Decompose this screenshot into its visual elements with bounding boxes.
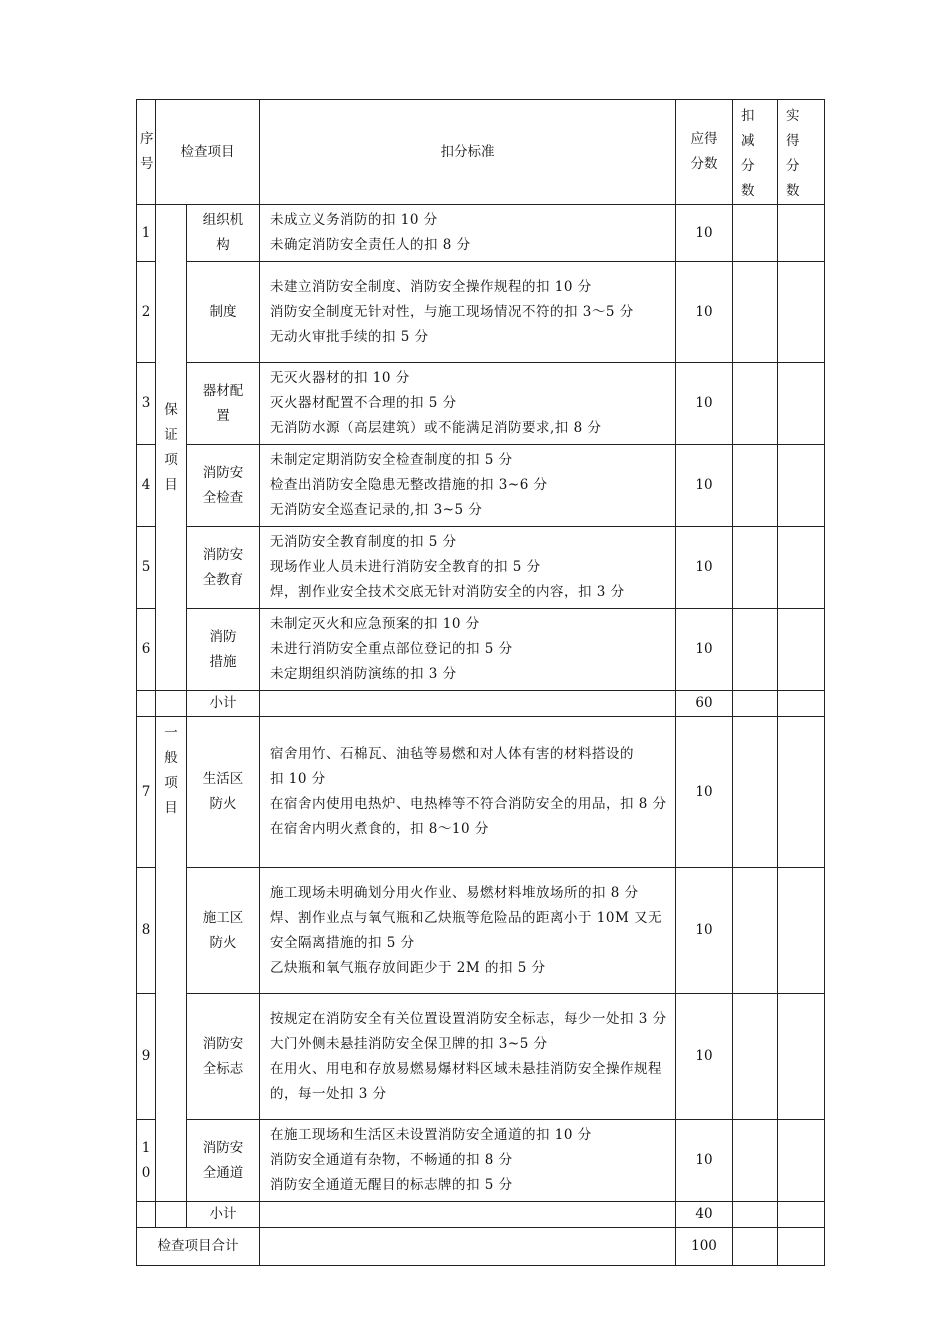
row-seq: 2	[137, 262, 156, 363]
row-due-score: 10	[676, 868, 733, 994]
row-item-line: 制度	[209, 303, 237, 320]
row-criteria	[260, 262, 676, 363]
criteria-line: 灭火器材配置不合理的扣 5 分	[270, 395, 457, 411]
row-deduct-cell[interactable]	[733, 445, 778, 527]
header-due-score-line1: 应得	[690, 131, 718, 147]
row-seq: 5	[137, 527, 156, 609]
table-row	[137, 717, 825, 868]
criteria-line: 宿舍用竹、石棉瓦、油毡等易燃和对人体有害的材料搭设的	[270, 746, 634, 762]
row-seq: 1	[137, 205, 156, 262]
group-general-1: 一	[164, 725, 178, 741]
row-seq: 6	[137, 609, 156, 691]
row-item-line: 防火	[209, 934, 237, 951]
header-actual-4: 数	[786, 183, 800, 199]
row-item	[187, 1120, 260, 1202]
criteria-line: 无消防安全教育制度的扣 5 分	[270, 534, 457, 550]
row-due-score: 10	[676, 1120, 733, 1202]
row-item-line: 消防安	[202, 546, 244, 563]
subtotal-group-cell	[156, 691, 187, 717]
header-due-score-line2: 分数	[690, 156, 718, 172]
subtotal-score: 40	[676, 1202, 733, 1228]
criteria-line: 消防安全通道无醒目的标志牌的扣 5 分	[270, 1177, 513, 1193]
row-item-line: 防火	[209, 796, 237, 812]
row-actual-cell[interactable]	[778, 717, 825, 868]
subtotal-deduct-cell[interactable]	[733, 1202, 778, 1228]
header-deduct-1: 扣	[741, 108, 755, 124]
criteria-line: 无灭火器材的扣 10 分	[270, 370, 410, 386]
criteria-line: 检查出消防安全隐患无整改措施的扣 3~6 分	[270, 477, 548, 493]
row-due-score: 10	[676, 609, 733, 691]
row-deduct-cell[interactable]	[733, 994, 778, 1120]
subtotal-group-cell	[156, 1202, 187, 1228]
row-item-line: 置	[216, 407, 230, 424]
row-item	[187, 445, 260, 527]
criteria-line: 未建立消防安全制度、消防安全操作规程的扣 10 分	[270, 278, 592, 295]
criteria-line: 无消防安全巡查记录的,扣 3~5 分	[270, 502, 483, 518]
criteria-line: 扣 10 分	[270, 771, 326, 787]
total-criteria-cell	[260, 1228, 676, 1266]
criteria-line: 在用火、用电和存放易燃易爆材料区域未悬挂消防安全操作规程的，每一处扣 3 分	[270, 1060, 662, 1102]
row-deduct-cell[interactable]	[733, 717, 778, 868]
table-row	[137, 445, 825, 527]
row-deduct-cell[interactable]	[733, 363, 778, 445]
row-criteria	[260, 527, 676, 609]
row-item-line: 构	[216, 237, 230, 253]
criteria-line: 未进行消防安全重点部位登记的扣 5 分	[270, 641, 513, 657]
row-item-line: 器材配	[202, 382, 244, 399]
row-item-line: 消防安	[202, 1139, 244, 1156]
row-actual-cell[interactable]	[778, 994, 825, 1120]
criteria-line: 焊，割作业安全技术交底无针对消防安全的内容，扣 3 分	[270, 584, 625, 600]
criteria-line: 无动火审批手续的扣 5 分	[270, 328, 429, 345]
header-deduct-4: 数	[741, 183, 755, 199]
row-actual-cell[interactable]	[778, 363, 825, 445]
row-due-score: 10	[676, 717, 733, 868]
criteria-line: 现场作业人员未进行消防安全教育的扣 5 分	[270, 559, 541, 575]
subtotal-seq-cell	[137, 1202, 156, 1228]
subtotal-criteria-cell	[260, 1202, 676, 1228]
row-due-score: 10	[676, 445, 733, 527]
row-deduct-cell[interactable]	[733, 1120, 778, 1202]
subtotal-criteria-cell	[260, 691, 676, 717]
row-criteria	[260, 717, 676, 868]
row-seq: 3	[137, 363, 156, 445]
table-row	[137, 205, 825, 262]
header-item: 检查项目	[156, 100, 260, 205]
criteria-line: 未定期组织消防演练的扣 3 分	[270, 666, 457, 682]
criteria-line: 消防安全通道有杂物，不畅通的扣 8 分	[270, 1152, 513, 1168]
row-deduct-cell[interactable]	[733, 609, 778, 691]
row-seq: 4	[137, 445, 156, 527]
row-due-score: 10	[676, 363, 733, 445]
table-row	[137, 363, 825, 445]
row-due-score: 10	[676, 205, 733, 262]
row-item	[187, 205, 260, 262]
header-deduct-score	[733, 100, 778, 205]
row-item	[187, 994, 260, 1120]
row-item-line: 施工区	[202, 909, 244, 926]
criteria-line: 在施工现场和生活区未设置消防安全通道的扣 10 分	[270, 1127, 592, 1143]
subtotal-row-general	[137, 1202, 825, 1228]
row-criteria	[260, 1120, 676, 1202]
row-seq: 7	[137, 717, 156, 868]
row-seq: 9	[137, 994, 156, 1120]
fire-safety-inspection-table	[136, 99, 825, 1266]
row-criteria	[260, 868, 676, 994]
row-item-line: 消防	[209, 628, 237, 645]
header-deduct-3: 分	[741, 158, 755, 174]
header-actual-3: 分	[786, 158, 800, 174]
row-item-line: 全教育	[202, 571, 244, 588]
table-row	[137, 994, 825, 1120]
header-actual-score	[778, 100, 825, 205]
criteria-line: 在宿舍内明火煮食的，扣 8～10 分	[270, 821, 489, 837]
row-item	[187, 527, 260, 609]
criteria-line: 按规定在消防安全有关位置设置消防安全标志，每少一处扣 3 分	[270, 1010, 667, 1027]
table-row	[137, 1120, 825, 1202]
row-actual-cell[interactable]	[778, 262, 825, 363]
row-item	[187, 262, 260, 363]
criteria-line: 施工现场未明确划分用火作业、易燃材料堆放场所的扣 8 分	[270, 884, 639, 901]
header-seq-text: 序号	[140, 131, 154, 172]
row-actual-cell[interactable]	[778, 527, 825, 609]
row-item-line: 措施	[209, 653, 237, 670]
table-row	[137, 527, 825, 609]
row-item-line: 生活区	[202, 771, 244, 787]
row-criteria	[260, 994, 676, 1120]
total-actual-cell[interactable]	[778, 1228, 825, 1266]
criteria-line: 焊、割作业点与氧气瓶和乙炔瓶等危险品的距离小于 10M 又无安全隔离措施的扣 5 分	[270, 909, 663, 951]
row-item	[187, 717, 260, 868]
header-actual-1: 实	[786, 108, 800, 124]
subtotal-seq-cell	[137, 691, 156, 717]
row-item	[187, 609, 260, 691]
total-deduct-cell[interactable]	[733, 1228, 778, 1266]
subtotal-row-guarantee	[137, 691, 825, 717]
header-due-score	[676, 100, 733, 205]
criteria-line: 大门外侧未悬挂消防安全保卫牌的扣 3~5 分	[270, 1035, 548, 1052]
row-seq: 8	[137, 868, 156, 994]
row-item-line: 全通道	[202, 1164, 244, 1181]
group-guarantee	[156, 205, 187, 691]
table-row	[137, 609, 825, 691]
group-general-4: 目	[164, 800, 178, 816]
row-due-score: 10	[676, 262, 733, 363]
row-actual-cell[interactable]	[778, 609, 825, 691]
criteria-line: 未制定灭火和应急预案的扣 10 分	[270, 616, 480, 632]
row-seq-digit: 0	[141, 1164, 151, 1181]
row-seq	[137, 1120, 156, 1202]
total-label: 检查项目合计	[137, 1228, 260, 1266]
header-criteria: 扣分标准	[260, 100, 676, 205]
header-seq	[137, 100, 156, 205]
group-guarantee-4: 目	[164, 476, 178, 493]
row-due-score: 10	[676, 994, 733, 1120]
row-item-line: 全检查	[202, 489, 244, 506]
header-row	[137, 100, 825, 205]
row-item-line: 消防安	[202, 464, 244, 481]
row-criteria	[260, 609, 676, 691]
table-row	[137, 868, 825, 994]
subtotal-actual-cell[interactable]	[778, 1202, 825, 1228]
group-general-3: 项	[164, 775, 178, 791]
criteria-line: 消防安全制度无针对性，与施工现场情况不符的扣 3～5 分	[270, 303, 634, 320]
subtotal-score: 60	[676, 691, 733, 717]
row-item-line: 全标志	[202, 1060, 244, 1077]
row-due-score: 10	[676, 527, 733, 609]
subtotal-actual-cell[interactable]	[778, 691, 825, 717]
criteria-line: 未成立义务消防的扣 10 分	[270, 212, 438, 228]
row-seq-digit: 1	[141, 1139, 151, 1156]
row-deduct-cell[interactable]	[733, 527, 778, 609]
subtotal-label: 小计	[187, 1202, 260, 1228]
row-deduct-cell[interactable]	[733, 205, 778, 262]
row-actual-cell[interactable]	[778, 868, 825, 994]
group-guarantee-3: 项	[164, 451, 178, 468]
header-deduct-2: 减	[741, 133, 755, 149]
group-guarantee-2: 证	[164, 426, 178, 443]
criteria-line: 未确定消防安全责任人的扣 8 分	[270, 237, 471, 253]
row-criteria	[260, 445, 676, 527]
row-item-line: 组织机	[202, 212, 244, 228]
group-guarantee-1: 保	[164, 401, 178, 418]
total-row	[137, 1228, 825, 1266]
criteria-line: 乙炔瓶和氧气瓶存放间距少于 2M 的扣 5 分	[270, 959, 546, 976]
group-general-2: 般	[164, 750, 178, 766]
group-general	[156, 717, 187, 1202]
row-deduct-cell[interactable]	[733, 868, 778, 994]
total-score: 100	[676, 1228, 733, 1266]
row-actual-cell[interactable]	[778, 1120, 825, 1202]
criteria-line: 在宿舍内使用电热炉、电热棒等不符合消防安全的用品，扣 8 分	[270, 796, 667, 812]
row-item-line: 消防安	[202, 1035, 244, 1052]
criteria-line: 无消防水源（高层建筑）或不能满足消防要求,扣 8 分	[270, 420, 602, 436]
row-actual-cell[interactable]	[778, 205, 825, 262]
row-item	[187, 868, 260, 994]
subtotal-deduct-cell[interactable]	[733, 691, 778, 717]
criteria-line: 未制定定期消防安全检查制度的扣 5 分	[270, 452, 513, 468]
header-actual-2: 得	[786, 133, 800, 149]
row-deduct-cell[interactable]	[733, 262, 778, 363]
row-criteria	[260, 205, 676, 262]
row-item	[187, 363, 260, 445]
row-criteria	[260, 363, 676, 445]
row-actual-cell[interactable]	[778, 445, 825, 527]
table-row	[137, 262, 825, 363]
subtotal-label: 小计	[187, 691, 260, 717]
